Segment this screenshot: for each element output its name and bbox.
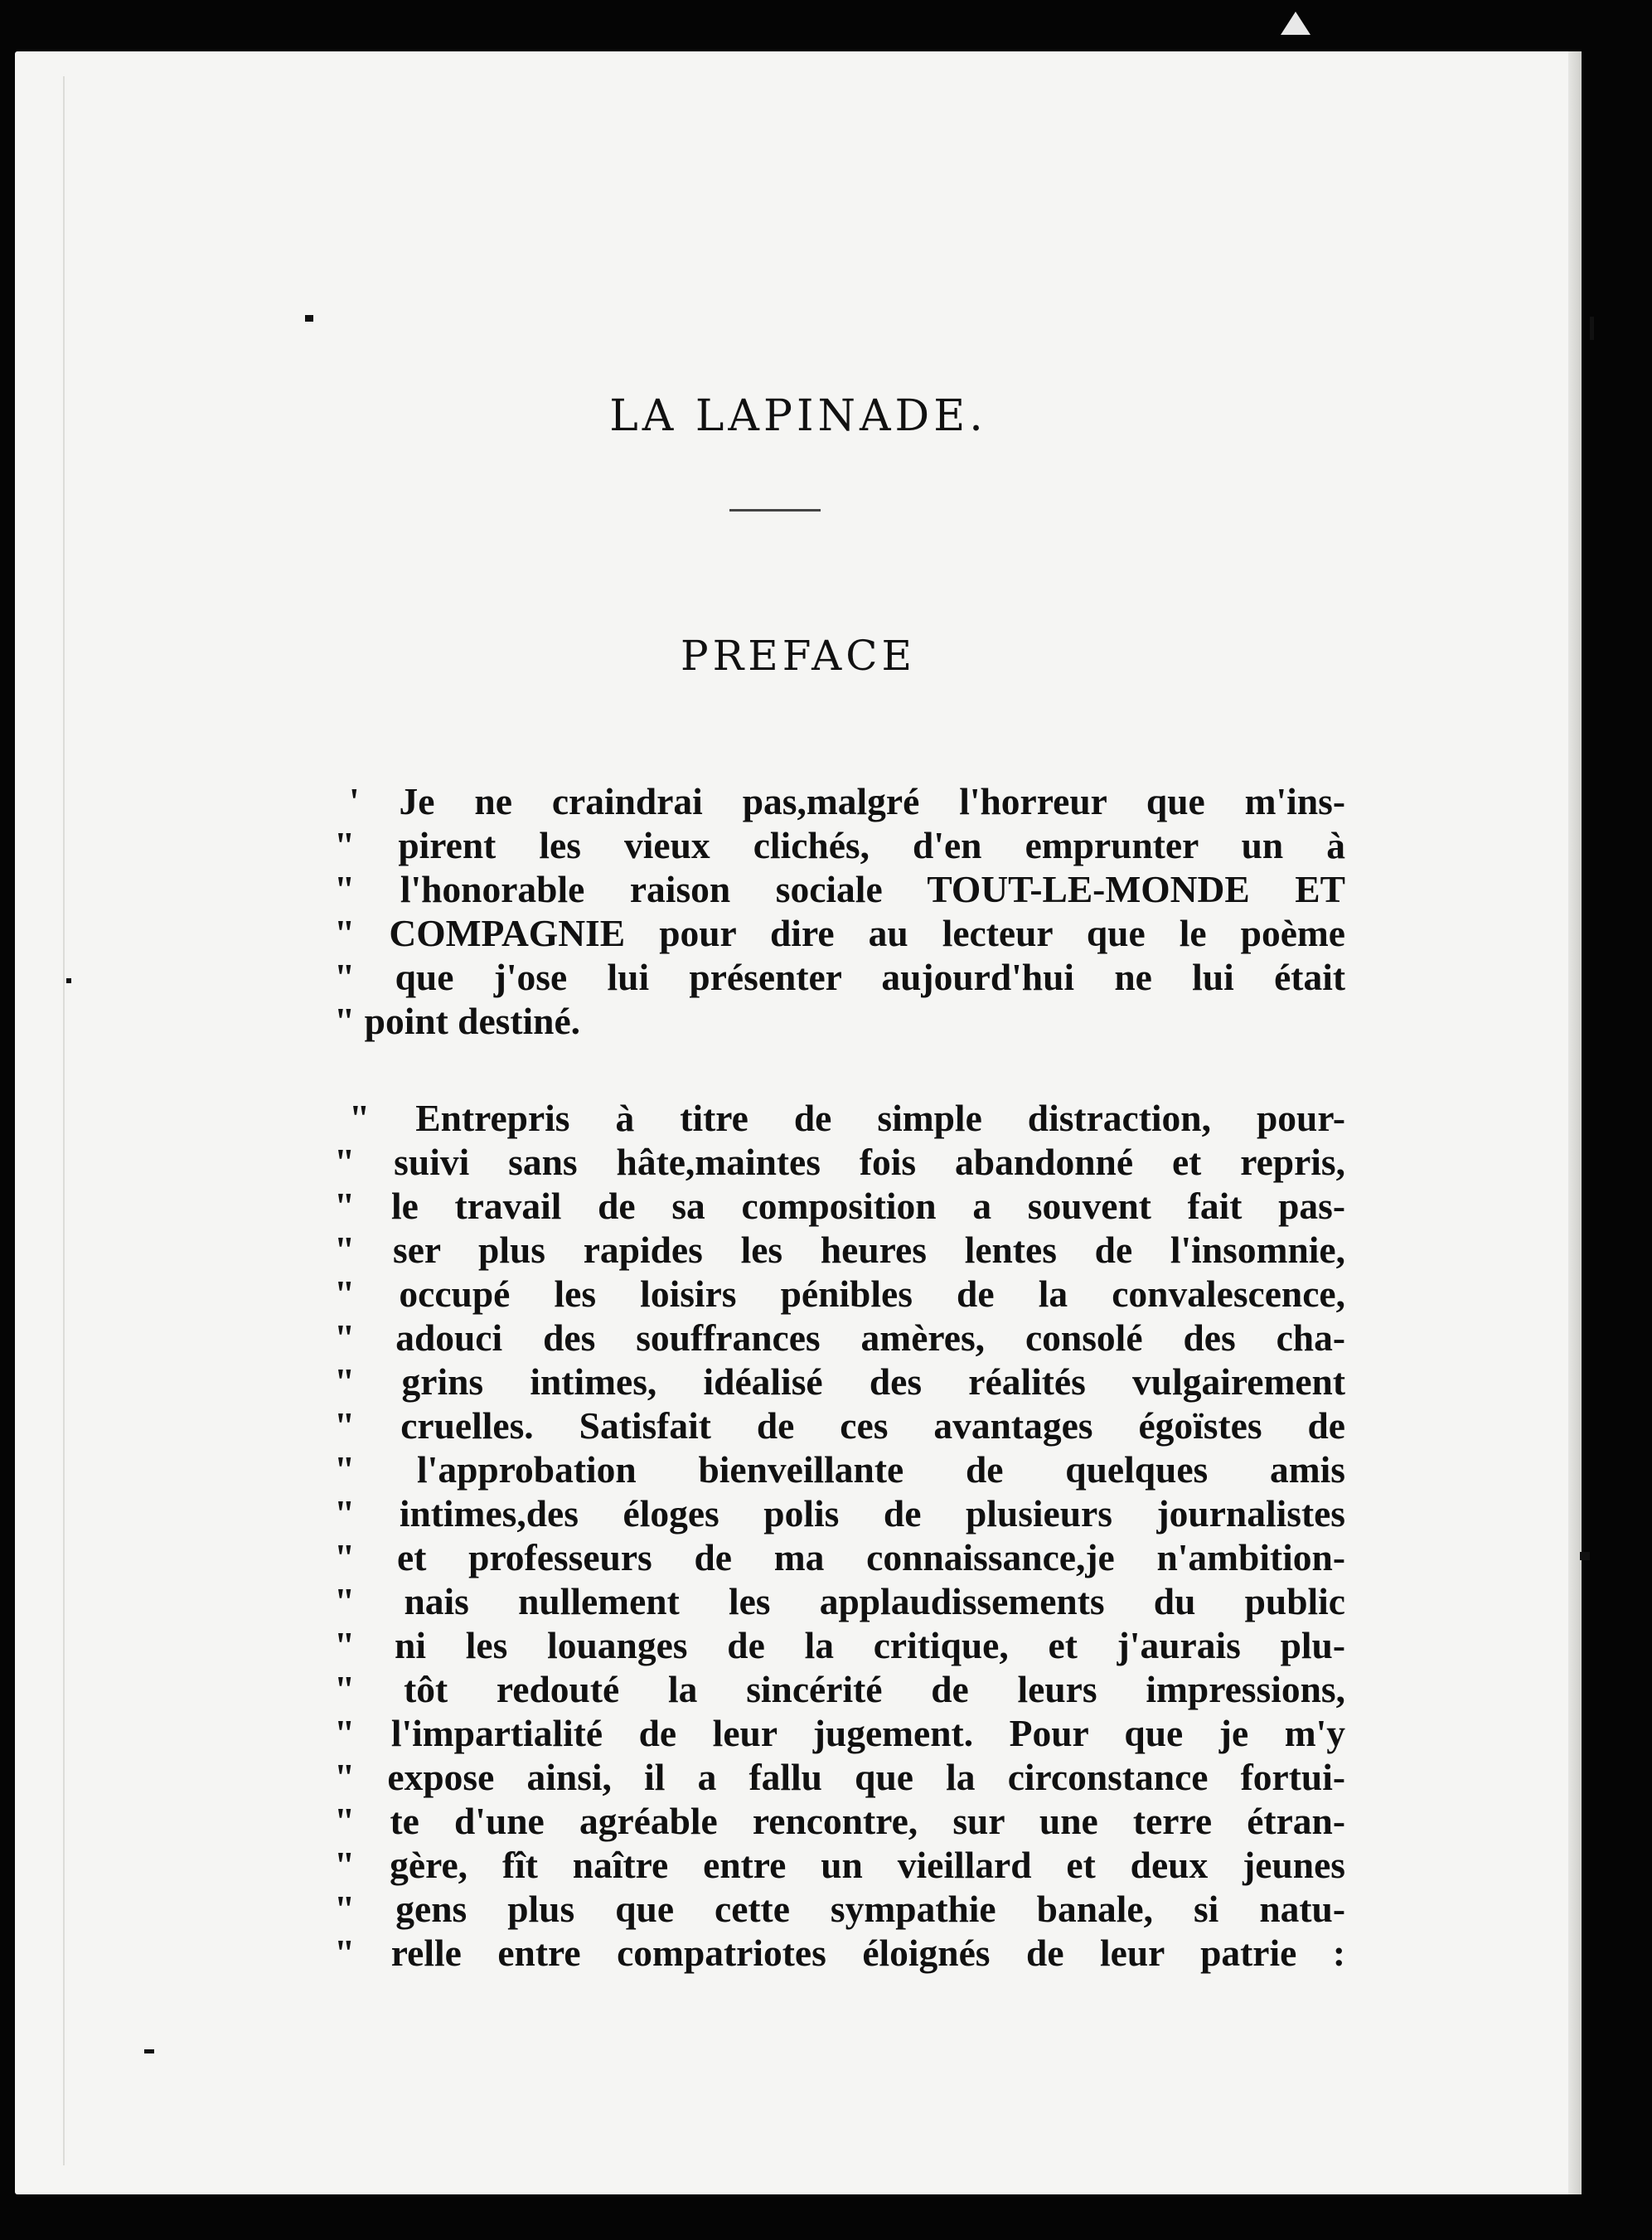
text-line: " suivi sans hâte,maintes fois abandonné et repris, — [334, 1141, 1345, 1183]
text-line: ' Je ne craindrai pas,malgré l'horreur que m'ins- — [349, 780, 1345, 822]
section-heading: PREFACE — [681, 632, 916, 680]
text-line: " te d'une agréable rencontre, sur une terre étran- — [334, 1800, 1345, 1842]
page-right-edge — [1568, 51, 1582, 2194]
text-line: " ni les louanges de la critique, et j'aurais plu- — [334, 1624, 1345, 1666]
text-line: " gens plus que cette sympathie banale, si natu- — [334, 1888, 1345, 1930]
text-line: " gère, fît naître entre un vieillard et deux jeunes — [334, 1844, 1345, 1886]
text-line: " relle entre compatriotes éloignés de leur patrie : — [334, 1932, 1345, 1974]
text-line: " tôt redouté la sincérité de leurs impressions, — [334, 1668, 1345, 1710]
text-line: " cruelles. Satisfait de ces avantages égoïstes de — [334, 1404, 1345, 1447]
text-line: " l'honorable raison sociale TOUT-LE-MONDE ET — [334, 868, 1345, 910]
text-line: " l'approbation bienveillante de quelques amis — [334, 1448, 1345, 1491]
book-page — [15, 51, 1582, 2194]
book-title: LA LAPINADE. — [609, 391, 987, 441]
text-line: " COMPAGNIE pour dire au lecteur que le poème — [334, 912, 1345, 954]
text-line: " que j'ose lui présenter aujourd'hui ne lui était — [334, 956, 1345, 998]
text-line: " occupé les loisirs pénibles de la convalescence, — [334, 1273, 1345, 1315]
title-divider — [729, 509, 821, 512]
text-line: " intimes,des éloges polis de plusieurs journalistes — [334, 1492, 1345, 1535]
text-line: " nais nullement les applaudissements du public — [334, 1580, 1345, 1622]
text-line: " Entrepris à titre de simple distraction, pour- — [349, 1097, 1345, 1139]
scan-corner-mark — [1281, 12, 1310, 35]
ink-speck — [1580, 1552, 1590, 1560]
page-fold-edge — [63, 76, 65, 2165]
text-line: " et professeurs de ma connaissance,je n'ambition- — [334, 1536, 1345, 1578]
text-line: " pirent les vieux clichés, d'en emprunter un à — [334, 824, 1345, 866]
preface-paragraph-1 — [334, 779, 1345, 1043]
text-line: " ser plus rapides les heures lentes de l'insomnie, — [334, 1229, 1345, 1271]
text-line: " point destiné. — [334, 1000, 581, 1042]
text-line: " grins intimes, idéalisé des réalités vulgairement — [334, 1360, 1345, 1403]
text-line: " expose ainsi, il a fallu que la circonstance fortui- — [334, 1756, 1345, 1798]
ink-speck — [305, 315, 313, 322]
text-line: " adouci des souffrances amères, consolé des cha- — [334, 1316, 1345, 1359]
preface-paragraph-2 — [334, 1096, 1345, 1975]
text-line: " l'impartialité de leur jugement. Pour que je m'y — [334, 1712, 1345, 1754]
ink-speck — [1590, 317, 1594, 340]
text-line: " le travail de sa composition a souvent fait pas- — [334, 1185, 1345, 1227]
ink-speck — [144, 2049, 154, 2053]
ink-speck — [66, 978, 71, 983]
